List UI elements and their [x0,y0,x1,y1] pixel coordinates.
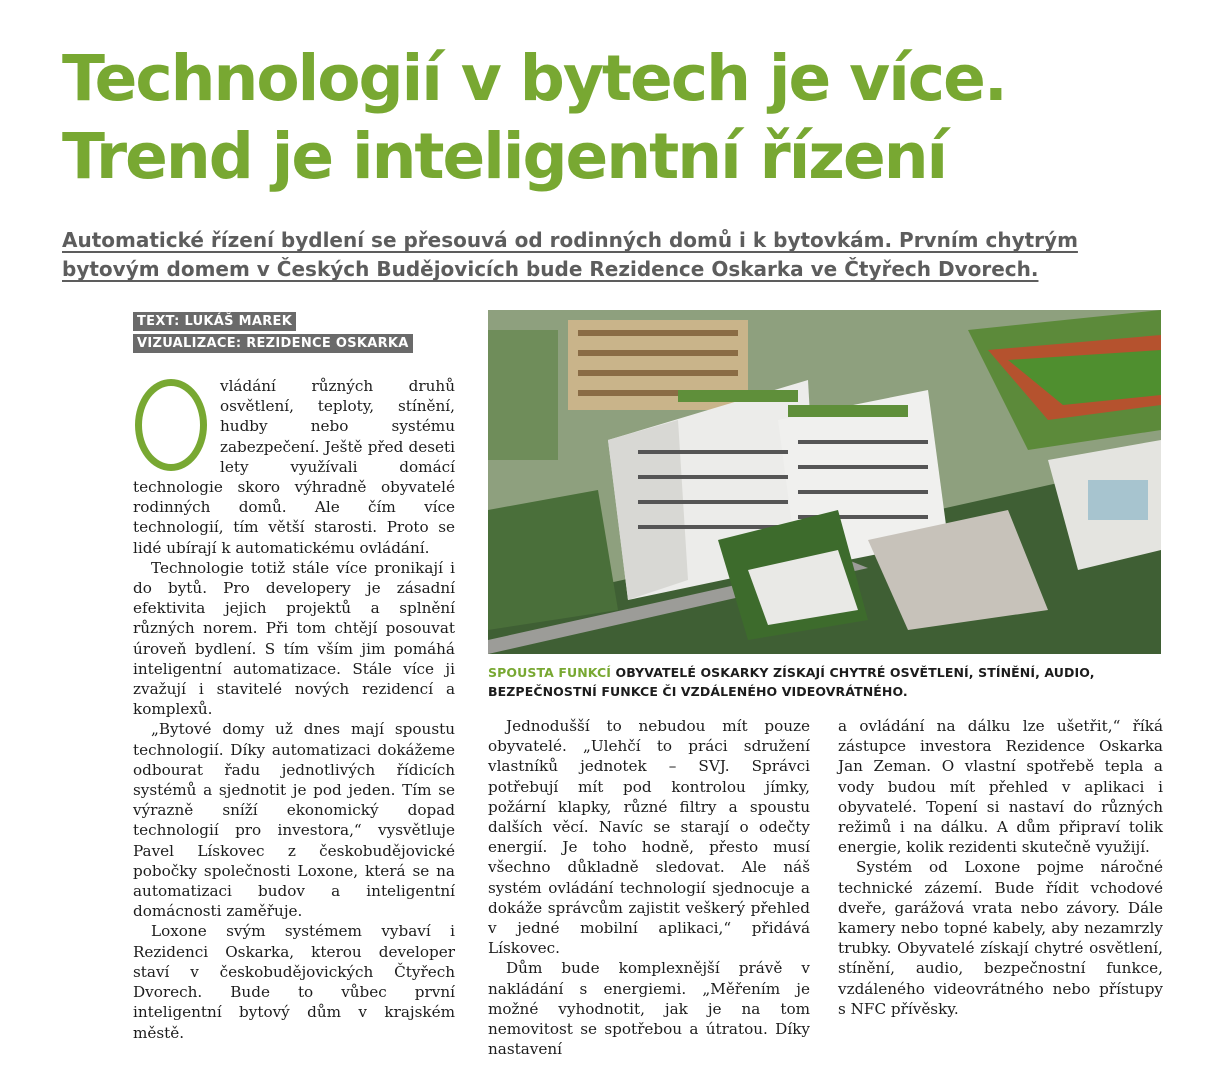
paragraph: „Bytové domy už dnes mají spoustu technologií. Díky automatizaci dokážeme odbourat řadu jednotlivých řídicích systémů a sjednotit je pod jeden. Tím se výrazně sníží ekonomický dopad technologií pro investora,“ vysvětluje Pavel Lískovec z českobudějovické pobočky společnosti Loxone, která se na automatizaci budov a inteligentní domácnosti zaměřuje. [133,720,455,921]
caption-label: SPOUSTA FUNKCÍ [488,665,612,680]
paragraph: Loxone svým systémem vybaví i Rezidenci Oskarka, kterou developer staví v českobudějovických Čtyřech Dvorech. Bude to vůbec první inteligentní bytový dům v krajském městě. [133,922,455,1042]
lead-text: Automatické řízení bydlení se přesouvá od rodinných domů i k bytovkám. Prvním chytrým bytovým domem v Českých Budějovicích bude Rezidence Oskarka ve Čtyřech Dvorech. [62,228,1078,281]
headline [62,40,1212,196]
lead-paragraph [62,226,1182,284]
paragraph: Systém od Loxone pojme náročné technické zázemí. Bude řídit vchodové dveře, garážová vrata nebo závory. Dále kamery nebo topné kabely, aby nezamrzly trubky. Obyvatelé získají chytré osvětlení, stínění, audio, bezpečnostní funkce, vzdáleného videovrátného nebo přístupy s NFC přívěsky. [838,858,1163,1018]
building-visualization-photo [488,310,1161,654]
credits [133,312,413,356]
article-column-1 [133,376,455,1043]
paragraph: Dům bude komplexnější právě v nakládání s energiemi. „Měřením je možné vyhodnotit, jak je na tom nemovitost se spotřebou a útratou. Díky nastavení [488,959,810,1059]
aerial-illustration [488,310,1161,654]
headline-line-2: Trend je inteligentní řízení [62,120,947,193]
author-credit: TEXT: LUKÁŠ MAREK [133,312,296,331]
paragraph: Technologie totiž stále více pronikají i do bytů. Pro developery je zásadní efektivita jejich projektů a splnění různých norem. Při tom chtějí posouvat úroveň bydlení. S tím vším jim pomáhá inteligentní automatizace. Stále více ji zvažují i stavitelé nových rezidencí a komplexů. [133,558,455,719]
paragraph: Jednodušší to nebudou mít pouze obyvatelé. „Ulehčí to práci sdružení vlastníků jednotek – SVJ. Správci potřebují mít pod kontrolou jímky, požární klapky, různé filtry a spoustu dalších věcí. Navíc se starají o odečty energií. Je toho hodně, přesto musí všechno důkladně sledovat. Ale náš systém ovládání technologií sjednocuje a dokáže správcům zajistit veškerý přehled v jedné mobilní aplikaci,“ přidává Lískovec. [488,717,810,958]
visualization-credit: VIZUALIZACE: REZIDENCE OSKARKA [133,334,413,353]
article-column-3 [838,716,1163,1019]
photo-caption [488,663,1168,701]
headline-line-1: Technologií v bytech je více. [62,42,1006,115]
paragraph: vládání různých druhů osvětlení, teploty, stínění, hudby nebo systému zabezpečení. Ještě před deseti lety využívali domácí technologie skoro výhradně obyvatelé rodinných domů. Ale čím více technologií, tím větší starosti. Proto se lidé ubírají k automatickému ovládání. [133,377,455,557]
dropcap-o-ring [135,379,207,471]
paragraph: a ovládání na dálku lze ušetřit,“ říká zástupce investora Rezidence Oskarka Jan Zeman. O vlastní spotřebě tepla a vody budou mít přehled v aplikaci i obyvatelé. Topení si nastaví do různých režimů i na dálku. A dům připraví tolik energie, kolik rezidenti skutečně využijí. [838,717,1163,857]
caption-text: OBYVATELÉ OSKARKY ZÍSKAJÍ CHYTRÉ OSVĚTLENÍ, STÍNĚNÍ, AUDIO, BEZPEČNOSTNÍ FUNKCE ČI VZDÁLENÉHO VIDEOVRÁTNÉHO. [488,665,1095,699]
article-column-2 [488,716,810,1059]
